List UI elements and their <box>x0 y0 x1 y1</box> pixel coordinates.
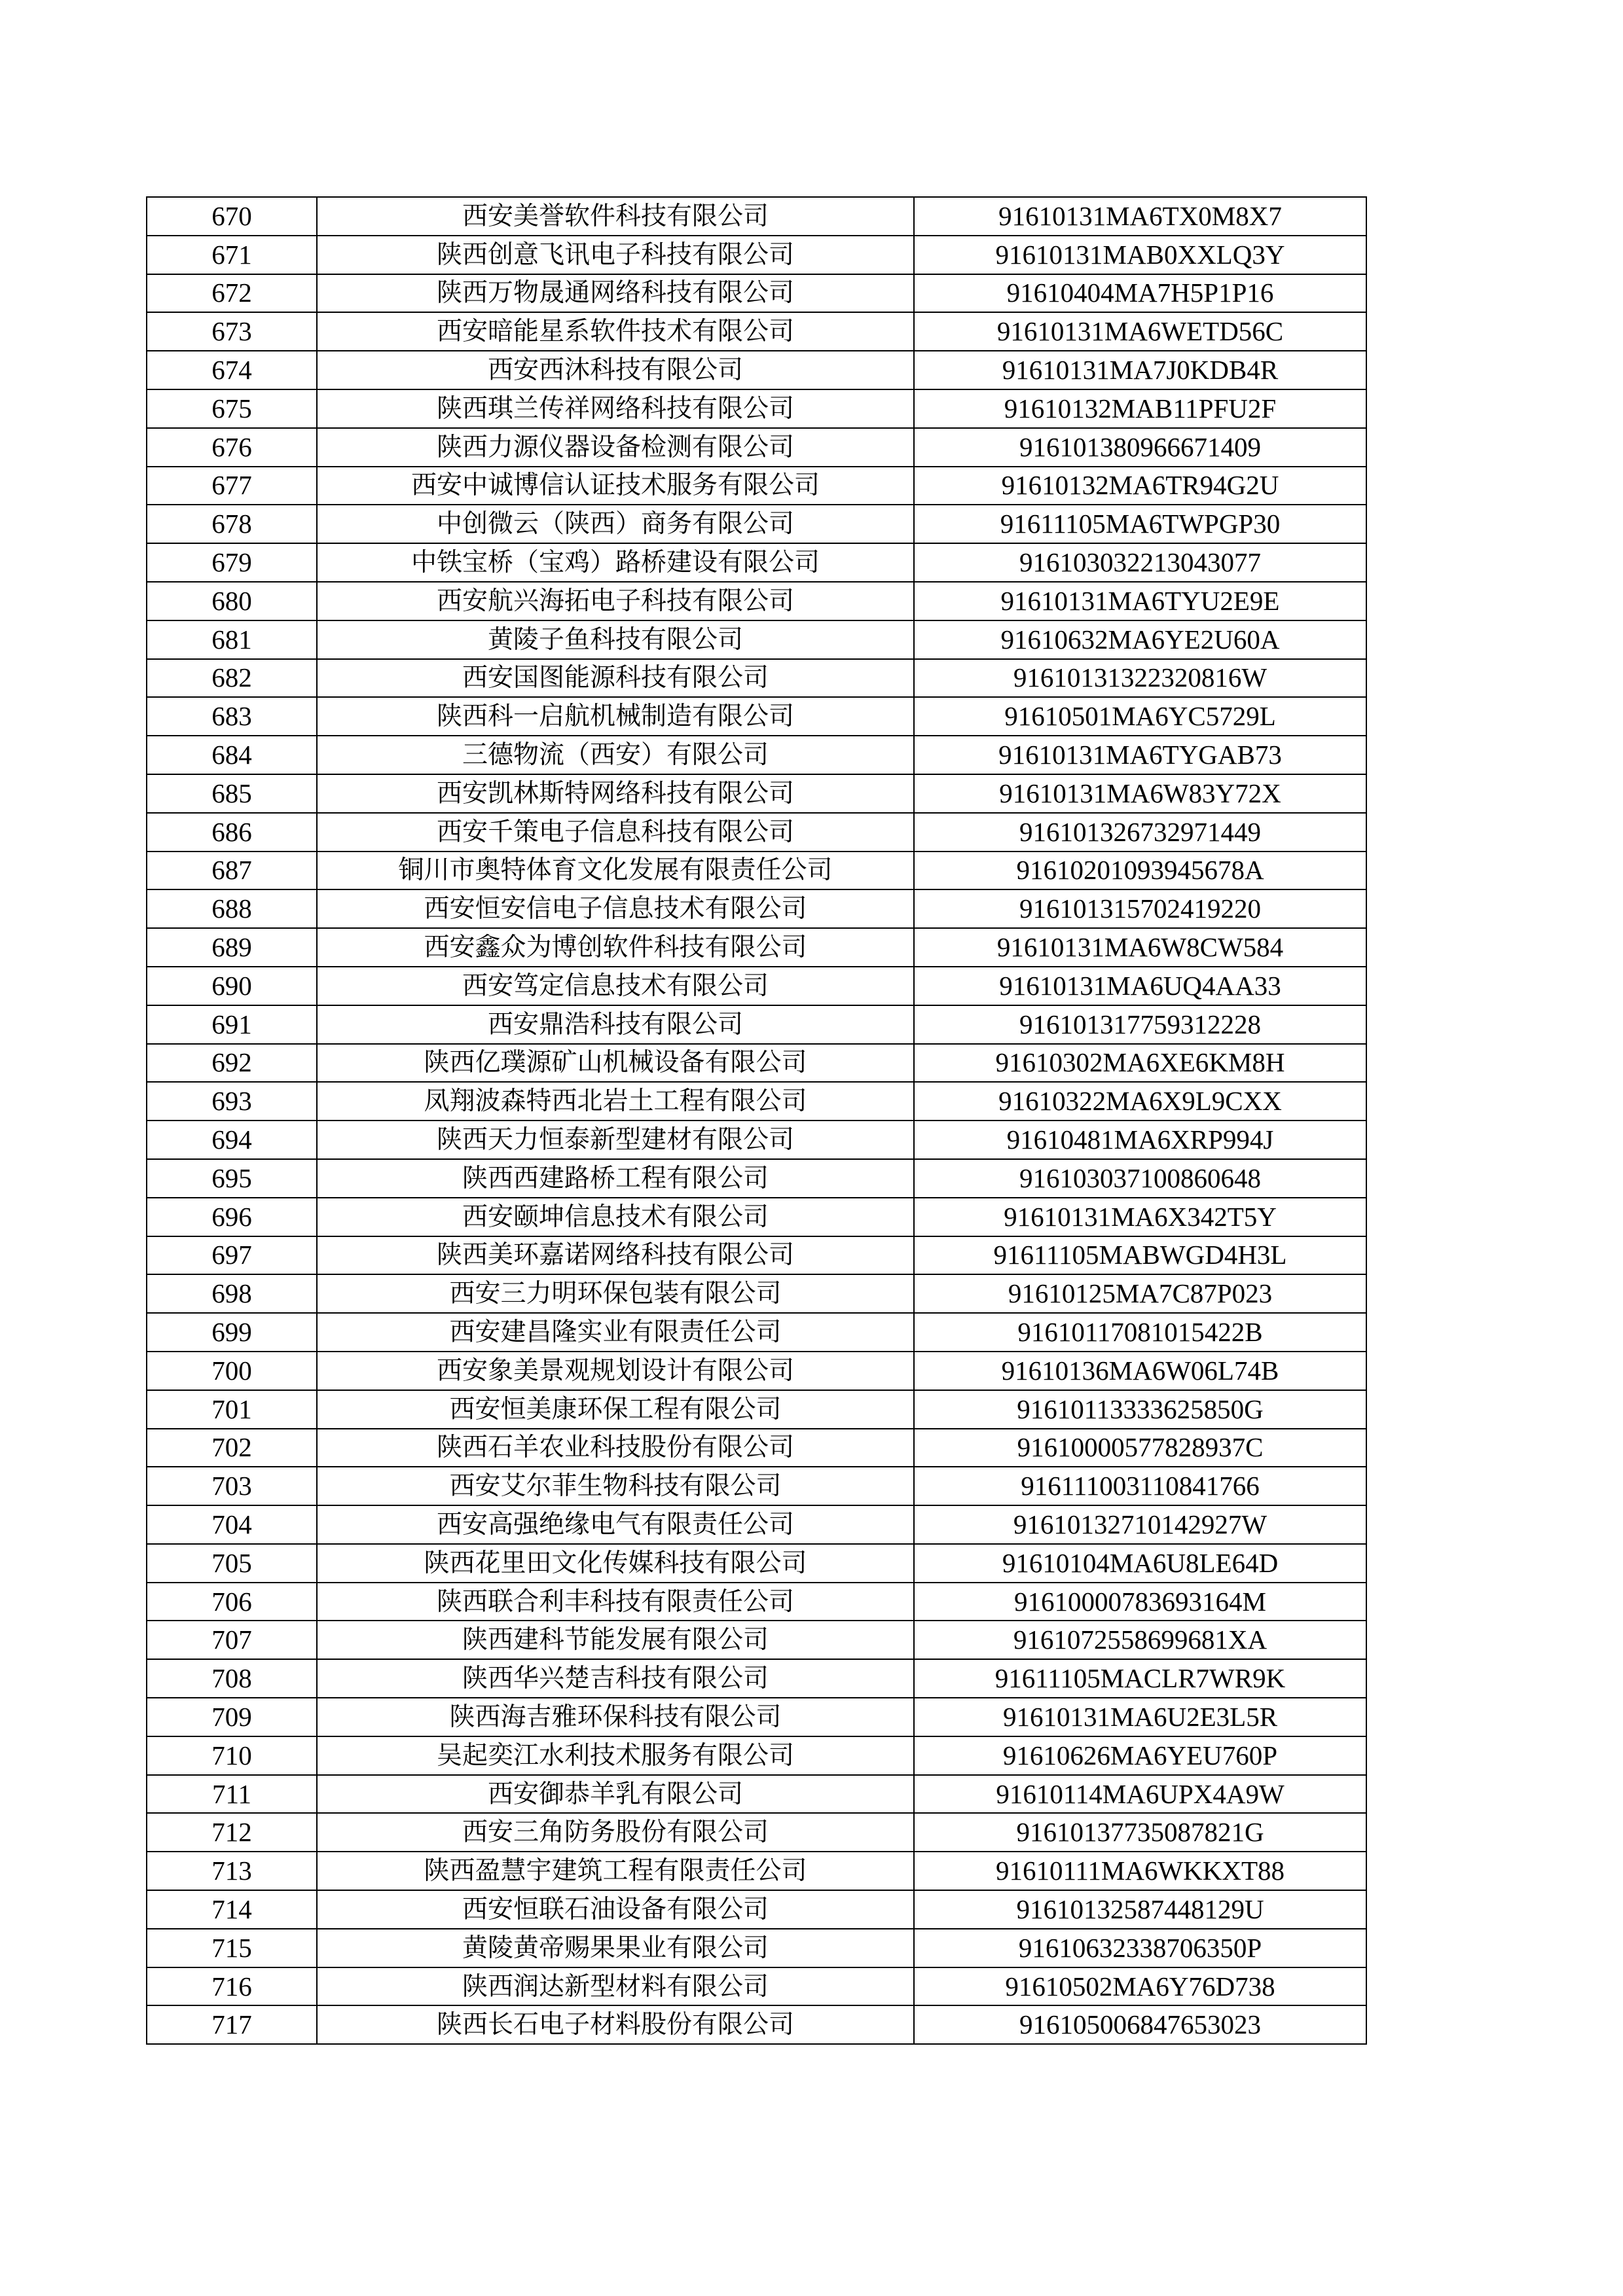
row-number-cell: 670 <box>147 197 317 236</box>
row-number-cell: 695 <box>147 1159 317 1198</box>
table-row <box>147 274 1366 313</box>
table-row <box>147 852 1366 890</box>
credit-code-cell: 916101315702419220 <box>914 889 1366 928</box>
company-name-cell: 陕西万物晟通网络科技有限公司 <box>317 274 914 313</box>
document-sheet <box>146 196 1366 2045</box>
table-row <box>147 1352 1366 1390</box>
table-row <box>147 1044 1366 1083</box>
table-row <box>147 1621 1366 1659</box>
row-number-cell: 699 <box>147 1313 317 1352</box>
company-name-cell: 西安颐坤信息技术有限公司 <box>317 1198 914 1236</box>
credit-code-cell: 91610114MA6UPX4A9W <box>914 1775 1366 1814</box>
row-number-cell: 672 <box>147 274 317 313</box>
row-number-cell: 673 <box>147 312 317 351</box>
credit-code-cell: 91610137735087821G <box>914 1813 1366 1852</box>
row-number-cell: 716 <box>147 1967 317 2006</box>
row-number-cell: 706 <box>147 1583 317 1621</box>
table-row <box>147 505 1366 543</box>
company-name-cell: 陕西联合利丰科技有限责任公司 <box>317 1583 914 1621</box>
table-row <box>147 967 1366 1005</box>
credit-code-cell: 91610000577828937C <box>914 1429 1366 1467</box>
row-number-cell: 711 <box>147 1775 317 1814</box>
credit-code-cell: 91610632338706350P <box>914 1929 1366 1967</box>
company-name-cell: 西安中诚博信认证技术服务有限公司 <box>317 467 914 505</box>
credit-code-cell: 91610125MA7C87P023 <box>914 1274 1366 1313</box>
table-row <box>147 1775 1366 1814</box>
credit-code-cell: 91610131MA6W83Y72X <box>914 774 1366 813</box>
credit-code-cell: 91610131MA6TX0M8X7 <box>914 197 1366 236</box>
row-number-cell: 690 <box>147 967 317 1005</box>
row-number-cell: 684 <box>147 736 317 774</box>
credit-code-cell: 91611105MACLR7WR9K <box>914 1659 1366 1698</box>
company-name-cell: 陕西科一启航机械制造有限公司 <box>317 697 914 736</box>
table-row <box>147 1583 1366 1621</box>
row-number-cell: 705 <box>147 1544 317 1583</box>
row-number-cell: 677 <box>147 467 317 505</box>
table-row <box>147 582 1366 620</box>
table-row <box>147 1929 1366 1967</box>
table-row <box>147 1159 1366 1198</box>
table-row <box>147 1121 1366 1159</box>
credit-code-cell: 91610404MA7H5P1P16 <box>914 274 1366 313</box>
credit-code-cell: 91610117081015422B <box>914 1313 1366 1352</box>
credit-code-cell: 916103032213043077 <box>914 543 1366 582</box>
company-name-cell: 陕西花里田文化传媒科技有限公司 <box>317 1544 914 1583</box>
table-row <box>147 928 1366 967</box>
company-name-cell: 吴起奕江水利技术服务有限公司 <box>317 1736 914 1775</box>
company-name-cell: 陕西华兴楚吉科技有限公司 <box>317 1659 914 1698</box>
table-row <box>147 1082 1366 1121</box>
credit-code-cell: 91610302MA6XE6KM8H <box>914 1044 1366 1083</box>
company-name-cell: 西安鼎浩科技有限公司 <box>317 1005 914 1044</box>
row-number-cell: 679 <box>147 543 317 582</box>
credit-code-cell: 91610113333625850G <box>914 1390 1366 1429</box>
table-row <box>147 543 1366 582</box>
table-row <box>147 467 1366 505</box>
company-name-cell: 西安恒联石油设备有限公司 <box>317 1890 914 1929</box>
credit-code-cell: 91610132587448129U <box>914 1890 1366 1929</box>
company-name-cell: 中创微云（陕西）商务有限公司 <box>317 505 914 543</box>
company-name-cell: 西安恒美康环保工程有限公司 <box>317 1390 914 1429</box>
credit-code-cell: 91610632MA6YE2U60A <box>914 620 1366 659</box>
table-row <box>147 1390 1366 1429</box>
row-number-cell: 676 <box>147 428 317 467</box>
table-row <box>147 813 1366 852</box>
company-name-cell: 西安高强绝缘电气有限责任公司 <box>317 1505 914 1544</box>
company-name-cell: 陕西力源仪器设备检测有限公司 <box>317 428 914 467</box>
row-number-cell: 709 <box>147 1698 317 1736</box>
table-row <box>147 1890 1366 1929</box>
company-registry-table <box>146 196 1367 2045</box>
table-row <box>147 1236 1366 1275</box>
row-number-cell: 701 <box>147 1390 317 1429</box>
row-number-cell: 714 <box>147 1890 317 1929</box>
credit-code-cell: 916101326732971449 <box>914 813 1366 852</box>
table-row <box>147 774 1366 813</box>
company-name-cell: 西安笃定信息技术有限公司 <box>317 967 914 1005</box>
credit-code-cell: 916103037100860648 <box>914 1159 1366 1198</box>
credit-code-cell: 91611105MABWGD4H3L <box>914 1236 1366 1275</box>
row-number-cell: 694 <box>147 1121 317 1159</box>
credit-code-cell: 91610131MA6UQ4AA33 <box>914 967 1366 1005</box>
table-row <box>147 1313 1366 1352</box>
table-row <box>147 1736 1366 1775</box>
credit-code-cell: 91610136MA6W06L74B <box>914 1352 1366 1390</box>
company-name-cell: 西安象美景观规划设计有限公司 <box>317 1352 914 1390</box>
credit-code-cell: 91610131MA6X342T5Y <box>914 1198 1366 1236</box>
company-name-cell: 黄陵子鱼科技有限公司 <box>317 620 914 659</box>
row-number-cell: 698 <box>147 1274 317 1313</box>
row-number-cell: 691 <box>147 1005 317 1044</box>
table-row <box>147 736 1366 774</box>
credit-code-cell: 916111003110841766 <box>914 1467 1366 1505</box>
credit-code-cell: 91610501MA6YC5729L <box>914 697 1366 736</box>
row-number-cell: 671 <box>147 236 317 274</box>
table-row <box>147 1274 1366 1313</box>
table-row <box>147 312 1366 351</box>
credit-code-cell: 9161072558699681XA <box>914 1621 1366 1659</box>
company-name-cell: 西安艾尔菲生物科技有限公司 <box>317 1467 914 1505</box>
credit-code-cell: 91610131322320816W <box>914 659 1366 698</box>
company-name-cell: 西安三力明环保包装有限公司 <box>317 1274 914 1313</box>
row-number-cell: 680 <box>147 582 317 620</box>
credit-code-cell: 91610132MA6TR94G2U <box>914 467 1366 505</box>
credit-code-cell: 91610131MA6TYU2E9E <box>914 582 1366 620</box>
table-row <box>147 1198 1366 1236</box>
row-number-cell: 678 <box>147 505 317 543</box>
table-row <box>147 389 1366 428</box>
table-row <box>147 1659 1366 1698</box>
company-name-cell: 陕西盈慧宇建筑工程有限责任公司 <box>317 1852 914 1890</box>
row-number-cell: 717 <box>147 2005 317 2044</box>
credit-code-cell: 91610131MA7J0KDB4R <box>914 351 1366 389</box>
credit-code-cell: 91610111MA6WKKXT88 <box>914 1852 1366 1890</box>
company-name-cell: 陕西创意飞讯电子科技有限公司 <box>317 236 914 274</box>
credit-code-cell: 91610132710142927W <box>914 1505 1366 1544</box>
credit-code-cell: 916101317759312228 <box>914 1005 1366 1044</box>
row-number-cell: 713 <box>147 1852 317 1890</box>
credit-code-cell: 91610131MAB0XXLQ3Y <box>914 236 1366 274</box>
company-name-cell: 陕西美环嘉诺网络科技有限公司 <box>317 1236 914 1275</box>
credit-code-cell: 91610131MA6U2E3L5R <box>914 1698 1366 1736</box>
credit-code-cell: 91610201093945678A <box>914 852 1366 890</box>
table-row <box>147 659 1366 698</box>
company-name-cell: 西安鑫众为博创软件科技有限公司 <box>317 928 914 967</box>
credit-code-cell: 91610481MA6XRP994J <box>914 1121 1366 1159</box>
table-row <box>147 1429 1366 1467</box>
company-name-cell: 凤翔波森特西北岩土工程有限公司 <box>317 1082 914 1121</box>
row-number-cell: 715 <box>147 1929 317 1967</box>
credit-code-cell: 91610131MA6WETD56C <box>914 312 1366 351</box>
table-row <box>147 1505 1366 1544</box>
table-row <box>147 1005 1366 1044</box>
table-row <box>147 2005 1366 2044</box>
row-number-cell: 683 <box>147 697 317 736</box>
table-row <box>147 1698 1366 1736</box>
row-number-cell: 697 <box>147 1236 317 1275</box>
company-name-cell: 三德物流（西安）有限公司 <box>317 736 914 774</box>
table-row <box>147 1967 1366 2006</box>
table-row <box>147 1467 1366 1505</box>
credit-code-cell: 916105006847653023 <box>914 2005 1366 2044</box>
credit-code-cell: 91610322MA6X9L9CXX <box>914 1082 1366 1121</box>
row-number-cell: 675 <box>147 389 317 428</box>
row-number-cell: 693 <box>147 1082 317 1121</box>
table-row <box>147 889 1366 928</box>
company-name-cell: 西安三角防务股份有限公司 <box>317 1813 914 1852</box>
row-number-cell: 681 <box>147 620 317 659</box>
company-name-cell: 西安建昌隆实业有限责任公司 <box>317 1313 914 1352</box>
row-number-cell: 682 <box>147 659 317 698</box>
row-number-cell: 674 <box>147 351 317 389</box>
credit-code-cell: 91610131MA6W8CW584 <box>914 928 1366 967</box>
row-number-cell: 689 <box>147 928 317 967</box>
company-name-cell: 陕西长石电子材料股份有限公司 <box>317 2005 914 2044</box>
company-name-cell: 中铁宝桥（宝鸡）路桥建设有限公司 <box>317 543 914 582</box>
credit-code-cell: 91610104MA6U8LE64D <box>914 1544 1366 1583</box>
company-name-cell: 西安凯林斯特网络科技有限公司 <box>317 774 914 813</box>
table-body <box>147 197 1366 2044</box>
company-name-cell: 西安御恭羊乳有限公司 <box>317 1775 914 1814</box>
row-number-cell: 696 <box>147 1198 317 1236</box>
credit-code-cell: 91611105MA6TWPGP30 <box>914 505 1366 543</box>
company-name-cell: 陕西西建路桥工程有限公司 <box>317 1159 914 1198</box>
credit-code-cell: 91610000783693164M <box>914 1583 1366 1621</box>
company-name-cell: 西安千策电子信息科技有限公司 <box>317 813 914 852</box>
company-name-cell: 西安恒安信电子信息技术有限公司 <box>317 889 914 928</box>
company-name-cell: 陕西润达新型材料有限公司 <box>317 1967 914 2006</box>
row-number-cell: 712 <box>147 1813 317 1852</box>
company-name-cell: 陕西琪兰传祥网络科技有限公司 <box>317 389 914 428</box>
company-name-cell: 黄陵黄帝赐果果业有限公司 <box>317 1929 914 1967</box>
company-name-cell: 西安西沐科技有限公司 <box>317 351 914 389</box>
table-row <box>147 1544 1366 1583</box>
company-name-cell: 西安航兴海拓电子科技有限公司 <box>317 582 914 620</box>
row-number-cell: 688 <box>147 889 317 928</box>
row-number-cell: 685 <box>147 774 317 813</box>
table-row <box>147 428 1366 467</box>
company-name-cell: 陕西亿璞源矿山机械设备有限公司 <box>317 1044 914 1083</box>
row-number-cell: 686 <box>147 813 317 852</box>
row-number-cell: 707 <box>147 1621 317 1659</box>
credit-code-cell: 916101380966671409 <box>914 428 1366 467</box>
credit-code-cell: 91610131MA6TYGAB73 <box>914 736 1366 774</box>
table-row <box>147 236 1366 274</box>
company-name-cell: 陕西石羊农业科技股份有限公司 <box>317 1429 914 1467</box>
table-row <box>147 351 1366 389</box>
credit-code-cell: 91610132MAB11PFU2F <box>914 389 1366 428</box>
company-name-cell: 陕西海吉雅环保科技有限公司 <box>317 1698 914 1736</box>
company-name-cell: 陕西天力恒泰新型建材有限公司 <box>317 1121 914 1159</box>
row-number-cell: 710 <box>147 1736 317 1775</box>
row-number-cell: 708 <box>147 1659 317 1698</box>
row-number-cell: 703 <box>147 1467 317 1505</box>
row-number-cell: 702 <box>147 1429 317 1467</box>
company-name-cell: 西安暗能星系软件技术有限公司 <box>317 312 914 351</box>
credit-code-cell: 91610626MA6YEU760P <box>914 1736 1366 1775</box>
table-row <box>147 197 1366 236</box>
row-number-cell: 692 <box>147 1044 317 1083</box>
company-name-cell: 陕西建科节能发展有限公司 <box>317 1621 914 1659</box>
row-number-cell: 700 <box>147 1352 317 1390</box>
company-name-cell: 西安国图能源科技有限公司 <box>317 659 914 698</box>
row-number-cell: 704 <box>147 1505 317 1544</box>
table-row <box>147 620 1366 659</box>
credit-code-cell: 91610502MA6Y76D738 <box>914 1967 1366 2006</box>
row-number-cell: 687 <box>147 852 317 890</box>
company-name-cell: 西安美誉软件科技有限公司 <box>317 197 914 236</box>
table-row <box>147 697 1366 736</box>
company-name-cell: 铜川市奥特体育文化发展有限责任公司 <box>317 852 914 890</box>
table-row <box>147 1852 1366 1890</box>
table-row <box>147 1813 1366 1852</box>
